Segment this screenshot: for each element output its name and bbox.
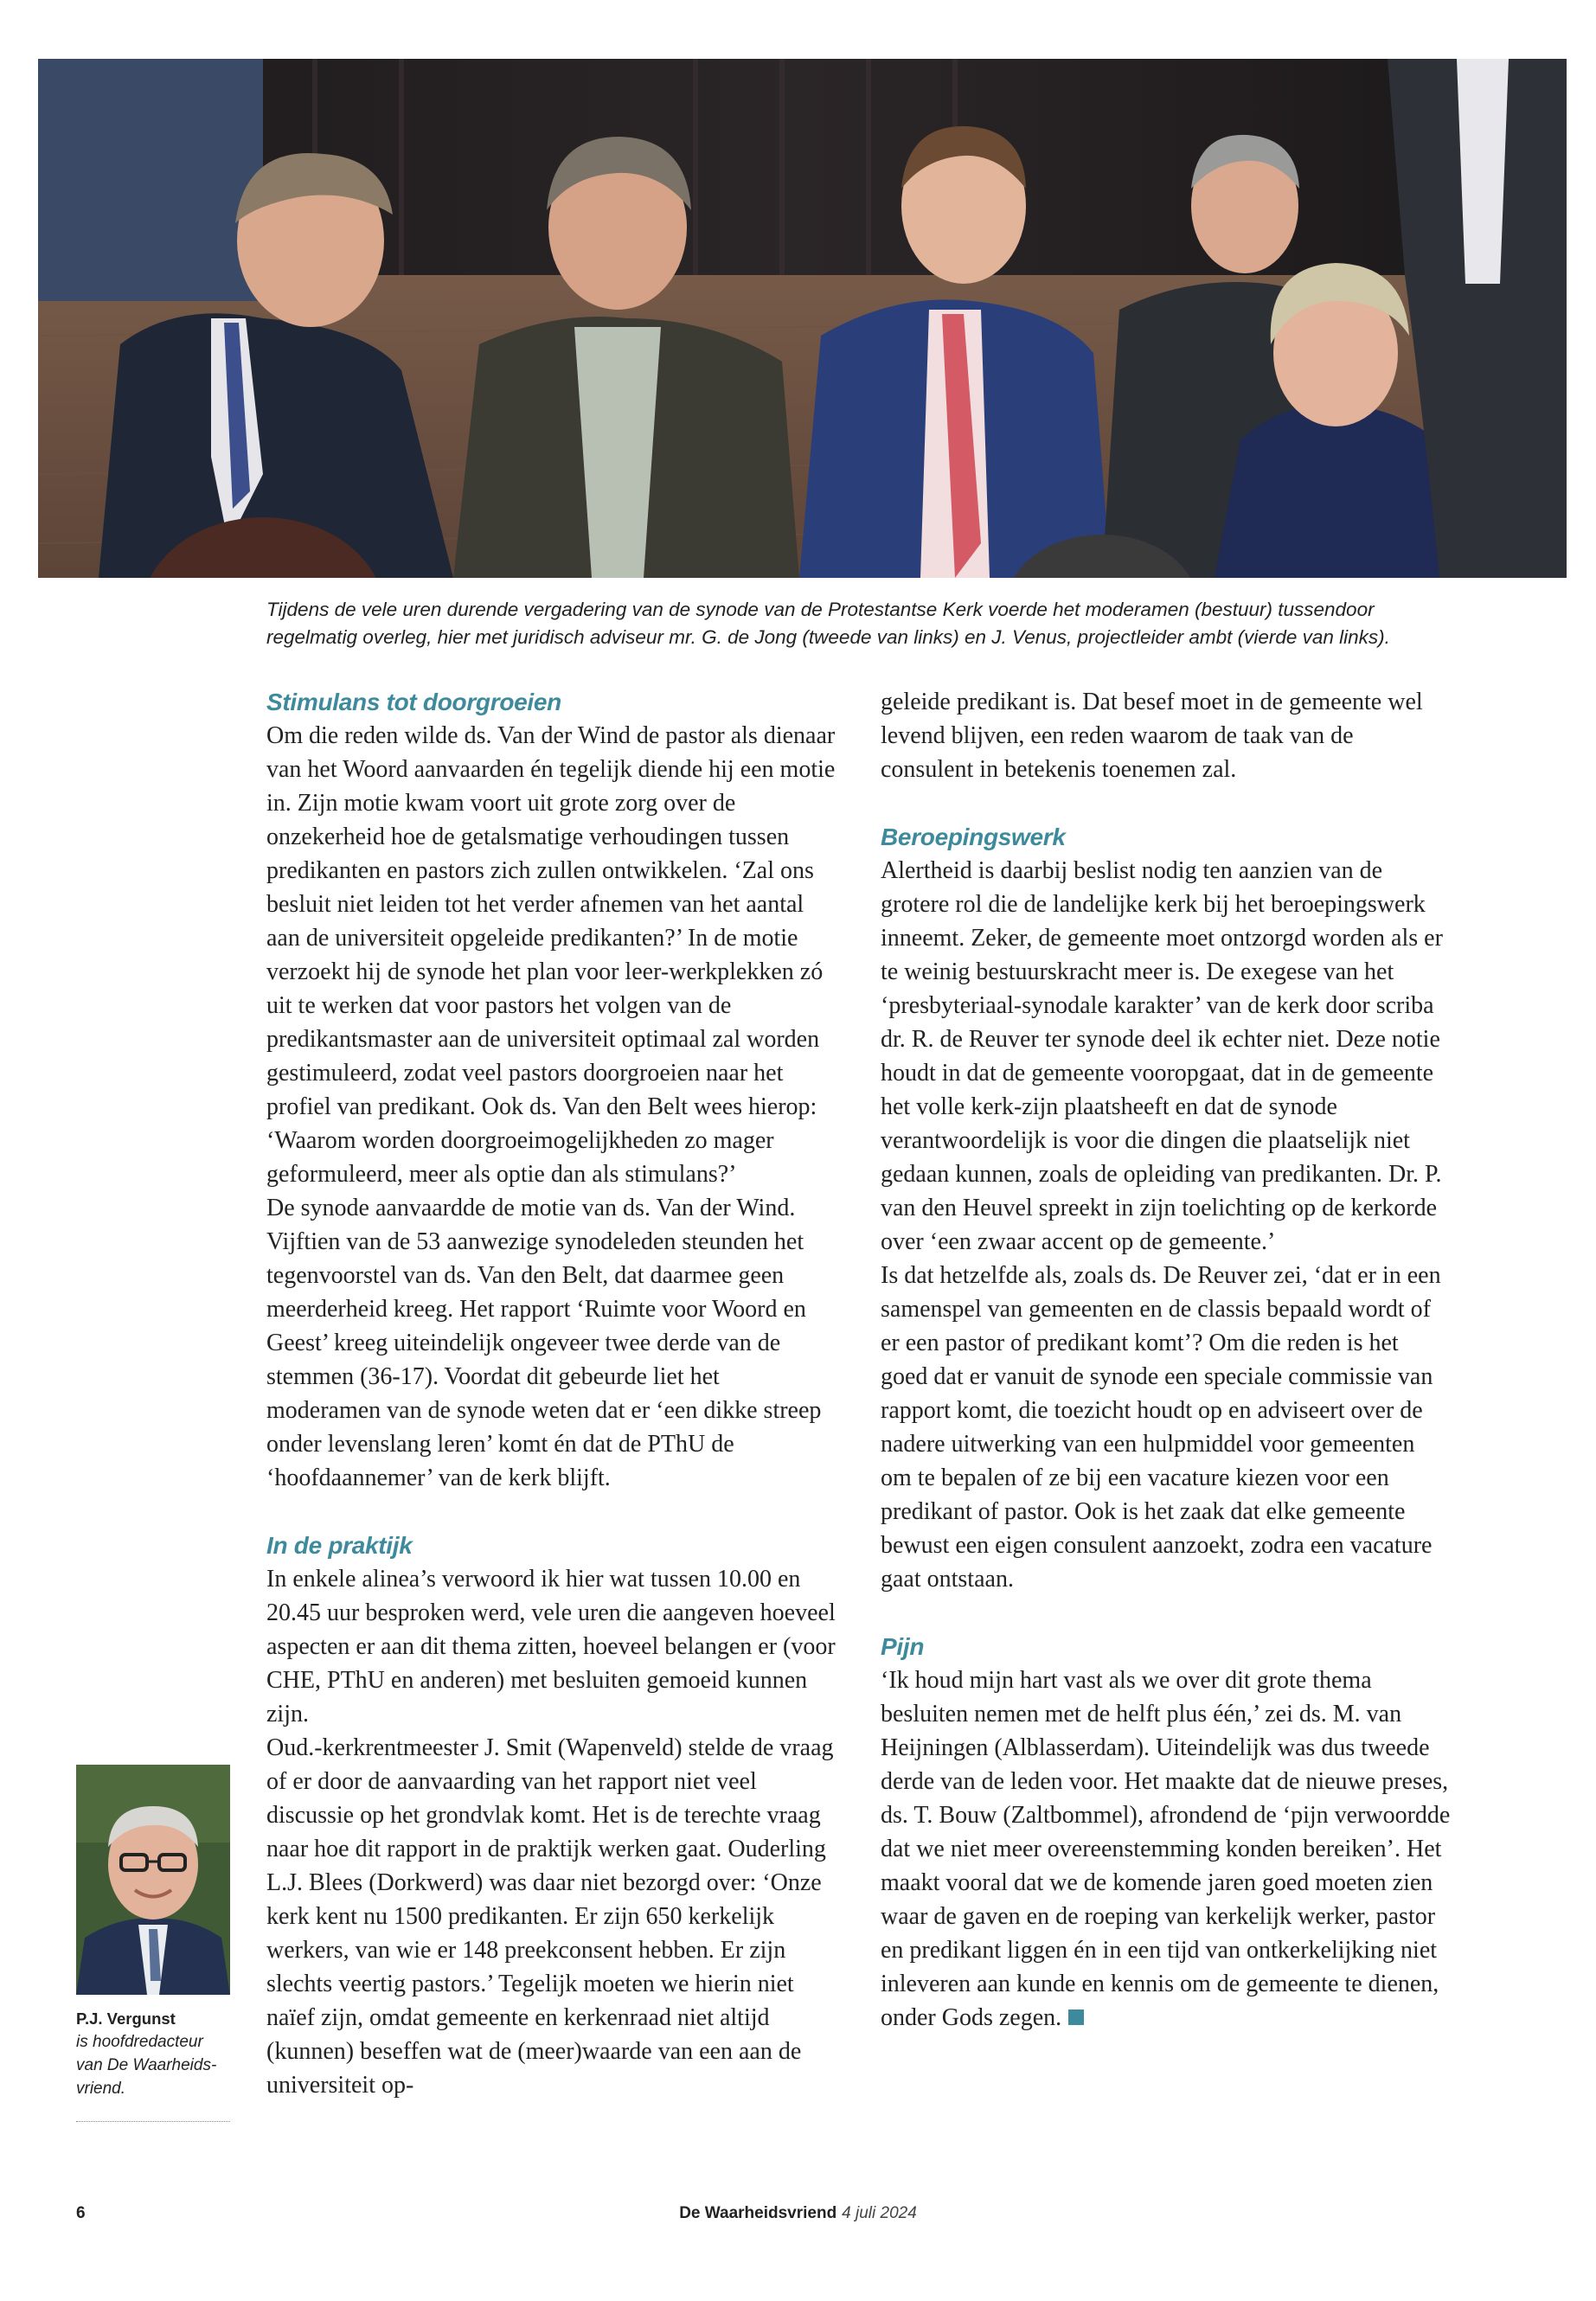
paragraph: Om die reden wilde ds. Van der Wind de pastor als dienaar van het Woord aanvaarden én tegelijk diende hij een motie in. Zijn motie kwam voort uit grote zorg over de onzekerheid hoe de getalsmatige verhoudingen tussen predikanten en pastors zich zullen ontwikkelen. ‘Zal ons besluit niet leiden tot het verder afnemen van het aantal aan de universiteit opgeleide predikanten?’ In de motie verzoekt hij de synode het plan voor leer-werkplekken zó uit te werken dat voor pastors het volgen van de predikantsmaster aan de universiteit optimaal zal worden gestimuleerd, zodat veel pastors doorgroeien naar het profiel van predikant. Ook ds. Van den Belt wees hierop: ‘Waarom worden doorgroeimogelijkheden zo mager geformuleerd, meer als optie dan als stimulans?’ <box>266 722 836 1188</box>
paragraph: Oud.-kerkrentmeester J. Smit (Wapenveld) stelde de vraag of er door de aanvaarding van het rapport niet veel discussie op het grondvlak komt. Het is de terechte vraag naar hoe dit rapport in de praktijk werken gaat. Ouderling L.J. Blees (Dorkwerd) was daar niet bezorgd over: ‘Onze kerk kent nu 1500 predikanten. Er zijn 650 kerkelijk werkers, van wie er 148 preekconsent hebben. Er zijn slechts veertig pastors.’ Tegelijk moeten we hierin niet naïef zijn, omdat gemeente en kerkenraad niet altijd (kunnen) beseffen wat de (meer)waarde van een aan de universiteit op- <box>266 1734 834 2099</box>
section-heading: Stimulans tot doorgroeien <box>266 689 561 715</box>
page-number: 6 <box>76 2204 86 2222</box>
article-left-column <box>266 685 837 2102</box>
author-role-line: vriend. <box>76 2080 126 2098</box>
meeting-photo <box>38 59 1567 578</box>
paragraph: De synode aanvaardde de motie van ds. Van der Wind. Vijftien van de 53 aanwezige synodeleden steunden het tegenvoorstel van ds. Van den Belt, dat daarmee geen meerderheid kreeg. Het rapport ‘Ruimte voor Woord en Geest’ kreeg uiteindelijk ongeveer twee derde van de stemmen (36-17). Voordat dit gebeurde liet het moderamen van de synode weten dat er ‘een dikke streep onder levenslang leren’ komt én dat de PThU de ‘hoofdaannemer’ van de kerk blijft. <box>266 1195 822 1491</box>
issue-date: 4 juli 2024 <box>842 2204 917 2222</box>
paragraph: Is dat hetzelfde als, zoals ds. De Reuver zei, ‘dat er in een samenspel van gemeenten en de classis bepaald wordt of er een pastor of predikant komt’? Om die reden is het goed dat er vanuit de synode een speciale commissie van rapport komt, die toezicht houdt op en adviseert over de nadere uitwerking van een hulpmiddel voor gemeenten om te bepalen of ze bij een vacature kiezen voor een predikant of pastor. Ook is het zaak dat elke gemeente bewust een eigen consulent aanzoekt, zodra een vacature gaat ontstaan. <box>881 1262 1441 1593</box>
end-of-article-mark <box>1068 2009 1084 2025</box>
section-heading: Pijn <box>881 1633 925 1660</box>
author-role-line: is hoofdredacteur <box>76 2033 203 2051</box>
meeting-photo-illustration <box>38 59 1567 578</box>
footer-masthead <box>0 2204 1596 2223</box>
section-heading: Beroepingswerk <box>881 824 1066 850</box>
magazine-name: De Waarheidsvriend <box>679 2204 837 2222</box>
section-gap <box>881 1596 1452 1630</box>
section-gap <box>266 1495 837 1529</box>
author-bio <box>76 2007 230 2100</box>
author-divider <box>76 2121 230 2122</box>
section-heading: In de praktijk <box>266 1532 413 1559</box>
paragraph: In enkele alinea’s verwoord ik hier wat tussen 10.00 en 20.45 uur besproken werd, vele uren die aangeven hoeveel aspecten er aan dit thema zitten, hoeveel belangen er (voor CHE, PThU en anderen) met besluiten gemoeid kunnen zijn. <box>266 1566 836 1727</box>
paragraph-text: ‘Ik houd mijn hart vast als we over dit grote thema besluiten nemen met de helft plus één,’ zei ds. M. van Heijningen (Alblasserdam). Uiteindelijk was dus tweede derde van de leden voor. Het maakte dat de nieuwe preses, ds. T. Bouw (Zaltbommel), afrondend de ‘pijn verwoordde dat we niet meer overeenstemming konden bereiken’. Het maakt vooral dat we de komende jaren goed moeten zien waar de gaven en de roeping van kerkelijk werker, pastor en predikant liggen én in een tijd van ontkerkelijking niet inleveren aan kunde en kennis om de gemeente te dienen, onder Gods zegen. <box>881 1667 1451 2031</box>
paragraph-final <box>881 1663 1452 2035</box>
paragraph: geleide predikant is. Dat besef moet in de gemeente wel levend blijven, een reden waarom de taak van de consulent in betekenis toenemen zal. <box>881 689 1423 783</box>
author-role-line: van De Waarheids- <box>76 2056 217 2074</box>
section-gap <box>881 786 1452 820</box>
author-portrait-illustration <box>76 1765 230 1995</box>
photo-caption: Tijdens de vele uren durende vergadering van de synode van de Protestantse Kerk voerde het moderamen (bestuur) tussendoor regelmatig overleg, hier met juridisch adviseur mr. G. de Jong (tweede van links) en J. Venus, projectleider ambt (vierde van links). <box>266 599 1390 648</box>
author-portrait <box>76 1765 230 1995</box>
article-right-column <box>881 685 1452 2035</box>
paragraph: Alertheid is daarbij beslist nodig ten aanzien van de grotere rol die de landelijke kerk bij het beroepingswerk inneemt. Zeker, de gemeente moet ontzorgd worden als er te weinig bestuurskracht meer is. De exegese van het ‘presbyteriaal-synodale karakter’ van de kerk door scriba dr. R. de Reuver ter synode deel ik echter niet. Deze notie houdt in dat de gemeente vooropgaat, dat in de gemeente het volle kerk-zijn plaatsheeft en dat de synode verantwoordelijk is voor die dingen die plaatselijk niet gedaan kunnen, zoals de opleiding van predikanten. Dr. P. van den Heuvel spreekt in zijn toelichting op de kerkorde over ‘een zwaar accent op de gemeente.’ <box>881 857 1443 1255</box>
author-name: P.J. Vergunst <box>76 2009 176 2028</box>
